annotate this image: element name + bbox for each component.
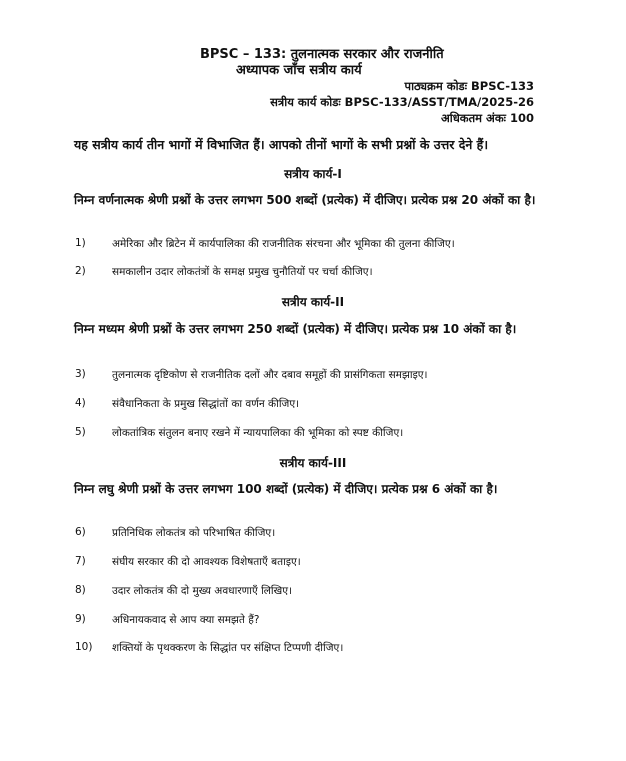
- question-text: प्रतिनिधिक लोकतंत्र को परिभाषित कीजिए।: [112, 527, 276, 539]
- question-text: लोकतांत्रिक संतुलन बनाए रखने में न्यायपालिका की भूमिका को स्पष्ट कीजिए।: [112, 427, 404, 439]
- question-number: 7): [75, 555, 86, 567]
- intro-text: यह सत्रीय कार्य तीन भागों में विभाजित हैं। आपको तीनों भागों के सभी प्रश्नों के उत्तर देने हैं।: [74, 137, 489, 152]
- question-text: अधिनायकवाद से आप क्या समझते हैं?: [112, 614, 260, 626]
- question-number: 3): [75, 368, 86, 380]
- document-subtitle: अध्यापक जाँच सत्रीय कार्य: [236, 63, 362, 78]
- question-number: 4): [75, 397, 86, 409]
- question-number: 9): [75, 613, 86, 625]
- question-number: 5): [75, 426, 86, 438]
- section-instruction-3: निम्न लघु श्रेणी प्रश्नों के उत्तर लगभग 100 शब्दों (प्रत्येक) में दीजिए। प्रत्येक प्रश्न 6 अंकों का है।: [74, 482, 498, 496]
- question-text: तुलनात्मक दृष्टिकोण से राजनीतिक दलों और दबाव समूहों की प्रासंगिकता समझाइए।: [112, 369, 428, 381]
- question-text: उदार लोकतंत्र की दो मुख्य अवधारणाएँ लिखिए।: [112, 585, 293, 597]
- max-marks: अधिकतम अंकः 100: [440, 111, 534, 125]
- question-text: संघीय सरकार की दो आवश्यक विशेषताएँ बताइए।: [112, 556, 301, 568]
- question-number: 2): [75, 265, 86, 277]
- question-text: समकालीन उदार लोकतंत्रों के समक्ष प्रमुख चुनौतियों पर चर्चा कीजिए।: [112, 266, 373, 278]
- question-number: 1): [75, 237, 86, 249]
- question-number: 10): [75, 641, 93, 653]
- question-text: संवैधानिकता के प्रमुख सिद्धांतों का वर्णन कीजिए।: [112, 398, 300, 410]
- question-text: शक्तियों के पृथक्करण के सिद्धांत पर संक्षिप्त टिप्पणी दीजिए।: [112, 642, 344, 654]
- section-instruction-1: निम्न वर्णनात्मक श्रेणी प्रश्नों के उत्तर लगभग 500 शब्दों (प्रत्येक) में दीजिए। प्रत्येक प्रश्न 20 अंकों का है।: [74, 193, 536, 207]
- section-title-2: सत्रीय कार्य-II: [281, 295, 345, 309]
- section-instruction-2: निम्न मध्यम श्रेणी प्रश्नों के उत्तर लगभग 250 शब्दों (प्रत्येक) में दीजिए। प्रत्येक प्रश्न 10 अंकों का है।: [74, 322, 517, 336]
- assignment-code: सत्रीय कार्य कोडः BPSC-133/ASST/TMA/2025-26: [270, 95, 534, 109]
- document-title: BPSC – 133: तुलनात्मक सरकार और राजनीति: [200, 47, 444, 62]
- question-number: 6): [75, 526, 86, 538]
- section-title-1: सत्रीय कार्य-I: [284, 167, 342, 181]
- question-text: अमेरिका और ब्रिटेन में कार्यपालिका की राजनीतिक संरचना और भूमिका की तुलना कीजिए।: [112, 238, 455, 250]
- question-number: 8): [75, 584, 86, 596]
- course-code: पाठ्यक्रम कोडः BPSC-133: [404, 79, 534, 93]
- section-title-3: सत्रीय कार्य-III: [279, 456, 347, 470]
